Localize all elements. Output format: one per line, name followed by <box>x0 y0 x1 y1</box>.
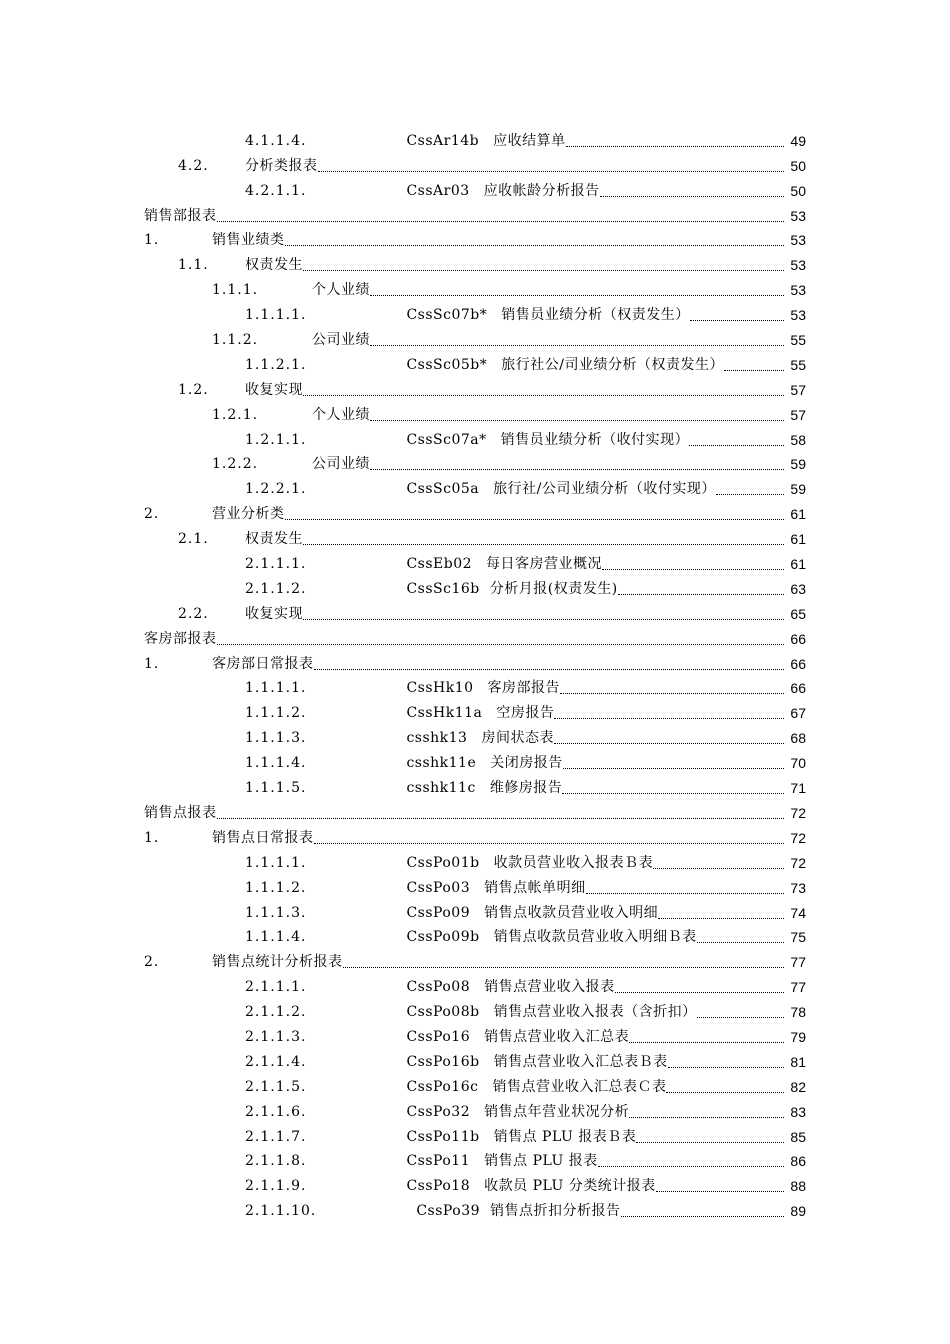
toc-entry-number: 2.1.1.10. <box>245 1203 317 1220</box>
toc-entry-title: 销售点折扣分析报告 <box>490 1203 621 1220</box>
toc-page-number: 68 <box>790 730 806 747</box>
toc-leader-dots <box>314 657 785 670</box>
toc-leader-dots <box>697 1005 784 1018</box>
toc-entry-number: 2.1.1.6. <box>245 1103 307 1120</box>
toc-entry-title: 收款员营业收入报表Ｂ表 <box>493 854 654 871</box>
toc-entry-code: csshk13 <box>406 730 468 747</box>
toc-entry[interactable] <box>0 871 950 896</box>
toc-entry[interactable] <box>0 1020 950 1045</box>
toc-page-number: 58 <box>790 431 806 448</box>
toc-leader-dots <box>629 1105 784 1118</box>
toc-page-number: 57 <box>790 406 806 423</box>
toc-entry-code: csshk11e <box>406 755 477 772</box>
toc-entry-number: 1.2.2.1. <box>245 481 307 498</box>
toc-entry-number: 2.1.1.9. <box>245 1178 307 1195</box>
toc-entry-title: 分析类报表 <box>245 157 318 174</box>
toc-entry-code: CssHk10 <box>406 680 474 697</box>
toc-entry-code: CssPo32 <box>406 1103 471 1120</box>
toc-entry-title: 维修房报告 <box>489 780 563 797</box>
toc-page-number: 72 <box>790 854 806 871</box>
toc-entry-code: CssPo39 <box>416 1203 481 1220</box>
toc-entry-number: 1.1. <box>178 257 209 274</box>
toc-entry-code: CssHk11a <box>406 705 483 722</box>
toc-entry-number: 2.1.1.2. <box>245 1004 307 1021</box>
toc-entry-number: 1. <box>144 232 160 249</box>
toc-page-number: 79 <box>790 1028 806 1045</box>
toc-leader-dots <box>724 358 784 371</box>
toc-entry-title: 个人业绩 <box>312 282 370 299</box>
table-of-contents <box>0 124 950 1219</box>
toc-entry-number: 2.1.1.8. <box>245 1153 307 1170</box>
toc-entry-code: CssPo11b <box>406 1128 480 1145</box>
toc-leader-dots <box>586 881 784 894</box>
toc-leader-dots <box>618 582 784 595</box>
toc-entry[interactable] <box>0 323 950 348</box>
toc-page-number: 83 <box>790 1103 806 1120</box>
toc-page-number: 86 <box>790 1153 806 1170</box>
toc-entry-title: 销售点帐单明细 <box>484 879 586 896</box>
toc-entry-title: 销售部报表 <box>144 207 217 224</box>
toc-leader-dots <box>615 980 784 993</box>
toc-page-number: 77 <box>790 954 806 971</box>
toc-page-number: 63 <box>790 580 806 597</box>
toc-entry[interactable] <box>0 746 950 771</box>
toc-entry[interactable] <box>0 696 950 721</box>
toc-entry-title: 销售点营业收入报表 <box>484 979 615 996</box>
toc-page-number: 89 <box>790 1203 806 1220</box>
toc-page-number: 59 <box>790 456 806 473</box>
toc-leader-dots <box>689 433 784 446</box>
toc-entry-code: CssAr14b <box>406 132 480 149</box>
toc-leader-dots <box>636 1130 784 1143</box>
toc-entry-number: 2.1.1.2. <box>245 580 307 597</box>
toc-entry-title: 销售点年营业状况分析 <box>484 1103 630 1120</box>
toc-leader-dots <box>285 233 785 246</box>
toc-entry-title: 旅行社/公司业绩分析（收付实现） <box>493 481 716 498</box>
toc-entry[interactable] <box>0 572 950 597</box>
toc-entry-title: 个人业绩 <box>312 406 370 423</box>
toc-entry-number: 2.1.1.4. <box>245 1053 307 1070</box>
toc-entry-number: 2.1.1.7. <box>245 1128 307 1145</box>
toc-page-number: 77 <box>790 979 806 996</box>
toc-page-number: 59 <box>790 481 806 498</box>
toc-entry-code: CssSc16b <box>406 580 480 597</box>
toc-entry-title: 房间状态表 <box>481 730 554 747</box>
toc-page-number: 65 <box>790 605 806 622</box>
toc-entry-title: 旅行社公/司业绩分析（权责发生） <box>501 356 724 373</box>
toc-entry-title: 客房部日常报表 <box>212 655 314 672</box>
toc-entry-number: 2. <box>144 954 160 971</box>
toc-entry-code: CssPo09b <box>406 929 480 946</box>
toc-entry-title: 销售点统计分析报表 <box>212 954 343 971</box>
toc-entry[interactable] <box>0 522 950 547</box>
toc-entry-number: 1.1.1.1. <box>245 680 307 697</box>
toc-leader-dots <box>303 607 784 620</box>
toc-leader-dots <box>554 731 784 744</box>
toc-entry-title: 销售点收款员营业收入明细Ｂ表 <box>493 929 697 946</box>
toc-entry-title: 权责发生 <box>245 531 303 548</box>
toc-page-number: 57 <box>790 381 806 398</box>
toc-entry-number: 1.1.1. <box>212 282 259 299</box>
toc-entry-number: 1.2.1.1. <box>245 431 307 448</box>
toc-entry[interactable] <box>0 472 950 497</box>
toc-entry[interactable] <box>0 597 950 622</box>
toc-leader-dots <box>716 482 784 495</box>
toc-entry-number: 1.1.1.3. <box>245 730 307 747</box>
toc-leader-dots <box>566 134 784 147</box>
toc-entry[interactable] <box>0 1194 950 1219</box>
toc-entry-title: 分析月报(权责发生) <box>489 580 618 597</box>
toc-entry-title: 销售业绩类 <box>212 232 285 249</box>
toc-leader-dots <box>370 408 784 421</box>
toc-entry-title: 销售点日常报表 <box>212 829 314 846</box>
toc-page-number: 49 <box>790 132 806 149</box>
toc-entry-title: 客房部报告 <box>487 680 561 697</box>
toc-entry[interactable] <box>0 672 950 697</box>
toc-entry-number: 1.2. <box>178 381 209 398</box>
toc-page-number: 73 <box>790 879 806 896</box>
toc-leader-dots <box>562 781 784 794</box>
toc-entry-code: CssSc05a <box>406 481 480 498</box>
toc-entry[interactable] <box>0 771 950 796</box>
toc-entry-number: 1.1.1.2. <box>245 879 307 896</box>
toc-entry-title: 空房报告 <box>496 705 555 722</box>
toc-entry[interactable] <box>0 1045 950 1070</box>
toc-entry-number: 2.1.1.1. <box>245 979 307 996</box>
toc-entry-code: CssPo16c <box>406 1078 479 1095</box>
toc-entry[interactable] <box>0 547 950 572</box>
toc-entry[interactable] <box>0 796 950 821</box>
toc-entry-code: CssAr03 <box>406 182 470 199</box>
toc-entry-number: 1.2.2. <box>212 456 259 473</box>
toc-page-number: 55 <box>790 356 806 373</box>
toc-page-number: 53 <box>790 282 806 299</box>
toc-entry-title: 权责发生 <box>245 257 303 274</box>
toc-page-number: 72 <box>790 829 806 846</box>
toc-entry-number: 1.1.1.4. <box>245 929 307 946</box>
toc-leader-dots <box>285 507 785 520</box>
toc-leader-dots <box>303 258 784 271</box>
toc-entry-number: 1.1.1.1. <box>245 854 307 871</box>
toc-leader-dots <box>621 1204 784 1217</box>
toc-entry-number: 1. <box>144 829 160 846</box>
toc-entry-title: 关闭房报告 <box>490 755 563 772</box>
toc-entry-number: 1.1.1.4. <box>245 755 307 772</box>
toc-leader-dots <box>668 1055 784 1068</box>
toc-entry-code: CssPo08 <box>406 979 471 996</box>
toc-entry-title: 销售点营业收入汇总表 <box>484 1028 630 1045</box>
toc-entry[interactable] <box>0 199 950 224</box>
toc-entry-number: 1.1.1.1. <box>245 307 307 324</box>
toc-page-number: 61 <box>790 506 806 523</box>
toc-page-number: 53 <box>790 207 806 224</box>
toc-entry[interactable] <box>0 448 950 473</box>
toc-leader-dots <box>303 383 784 396</box>
toc-entry-title: 销售点 PLU 报表 <box>484 1153 598 1170</box>
toc-page-number: 85 <box>790 1128 806 1145</box>
toc-page-number: 67 <box>790 705 806 722</box>
toc-entry-number: 4.2.1.1. <box>245 182 307 199</box>
toc-page-number: 78 <box>790 1004 806 1021</box>
toc-entry[interactable] <box>0 721 950 746</box>
toc-page-number: 66 <box>790 630 806 647</box>
toc-entry[interactable] <box>0 1095 950 1120</box>
toc-entry[interactable] <box>0 373 950 398</box>
toc-entry-number: 2.1.1.1. <box>245 556 307 573</box>
toc-leader-dots <box>217 632 785 645</box>
toc-entry-number: 1.1.1.5. <box>245 780 307 797</box>
toc-leader-dots <box>563 756 784 769</box>
toc-entry-number: 1.2.1. <box>212 406 259 423</box>
toc-entry-number: 4.1.1.4. <box>245 132 307 149</box>
toc-entry[interactable] <box>0 1120 950 1145</box>
toc-entry-number: 2.1.1.3. <box>245 1028 307 1045</box>
toc-page-number: 50 <box>790 182 806 199</box>
toc-entry-number: 2. <box>144 506 160 523</box>
toc-page-number: 75 <box>790 929 806 946</box>
toc-entry[interactable] <box>0 497 950 522</box>
toc-leader-dots <box>697 930 784 943</box>
toc-entry-code: CssPo16 <box>406 1028 471 1045</box>
toc-entry-number: 2.1.1.5. <box>245 1078 307 1095</box>
toc-entry-number: 1.1.1.2. <box>245 705 307 722</box>
toc-page-number: 81 <box>790 1053 806 1070</box>
toc-entry-code: CssPo03 <box>406 879 471 896</box>
toc-page-number: 55 <box>790 332 806 349</box>
toc-leader-dots <box>653 856 784 869</box>
toc-page-number: 88 <box>790 1178 806 1195</box>
toc-entry-title: 收复实现 <box>245 381 303 398</box>
toc-entry-code: CssSc05b* <box>406 356 488 373</box>
toc-entry[interactable] <box>0 970 950 995</box>
toc-leader-dots <box>600 184 784 197</box>
toc-leader-dots <box>666 1080 784 1093</box>
toc-page-number: 61 <box>790 531 806 548</box>
toc-entry[interactable] <box>0 995 950 1020</box>
toc-page-number: 70 <box>790 755 806 772</box>
toc-page-number: 66 <box>790 655 806 672</box>
toc-leader-dots <box>598 1154 784 1167</box>
toc-entry-code: CssPo09 <box>406 904 471 921</box>
toc-leader-dots <box>560 681 784 694</box>
toc-entry-title: 收款员 PLU 分类统计报表 <box>484 1178 656 1195</box>
toc-leader-dots <box>343 955 785 968</box>
toc-entry-title: 销售点营业收入汇总表Ｃ表 <box>492 1078 667 1095</box>
toc-entry-title: 销售员业绩分析（收付实现） <box>500 431 690 448</box>
toc-entry-code: CssPo18 <box>406 1178 471 1195</box>
toc-entry-title: 客房部报表 <box>144 630 217 647</box>
toc-entry[interactable] <box>0 846 950 871</box>
toc-leader-dots <box>217 209 785 222</box>
toc-entry[interactable] <box>0 273 950 298</box>
toc-entry-title: 每日客房营业概况 <box>486 556 603 573</box>
toc-leader-dots <box>554 706 784 719</box>
toc-page-number: 74 <box>790 904 806 921</box>
toc-entry[interactable] <box>0 124 950 149</box>
toc-entry-title: 销售点收款员营业收入明细 <box>484 904 659 921</box>
toc-entry-title: 应收结算单 <box>493 132 566 149</box>
toc-entry-code: CssSc07b* <box>406 307 488 324</box>
toc-entry[interactable] <box>0 1070 950 1095</box>
toc-page-number: 53 <box>790 257 806 274</box>
toc-entry-code: CssPo01b <box>406 854 480 871</box>
toc-page-number: 71 <box>790 780 806 797</box>
toc-entry-title: 营业分析类 <box>212 506 285 523</box>
toc-leader-dots <box>217 806 785 819</box>
toc-page-number: 61 <box>790 556 806 573</box>
toc-entry[interactable] <box>0 945 950 970</box>
toc-entry[interactable] <box>0 174 950 199</box>
toc-leader-dots <box>370 333 784 346</box>
toc-entry[interactable] <box>0 647 950 672</box>
toc-entry-number: 1.1.2. <box>212 332 259 349</box>
toc-entry-title: 收复实现 <box>245 605 303 622</box>
toc-entry-title: 销售点营业收入报表（含折扣） <box>493 1004 697 1021</box>
toc-page-number: 72 <box>790 804 806 821</box>
toc-leader-dots <box>370 457 784 470</box>
toc-entry[interactable] <box>0 248 950 273</box>
toc-entry[interactable] <box>0 348 950 373</box>
toc-entry-code: CssEb02 <box>406 556 473 573</box>
toc-entry-number: 1.1.1.3. <box>245 904 307 921</box>
toc-leader-dots <box>318 159 785 172</box>
toc-entry[interactable] <box>0 149 950 174</box>
toc-entry[interactable] <box>0 1169 950 1194</box>
toc-entry[interactable] <box>0 821 950 846</box>
toc-entry-title: 销售点报表 <box>144 804 217 821</box>
toc-entry[interactable] <box>0 398 950 423</box>
toc-entry-code: CssPo11 <box>406 1153 471 1170</box>
toc-entry[interactable] <box>0 423 950 448</box>
toc-leader-dots <box>690 308 784 321</box>
toc-leader-dots <box>370 283 784 296</box>
toc-entry-title: 销售点营业收入汇总表Ｂ表 <box>493 1053 668 1070</box>
toc-entry[interactable] <box>0 622 950 647</box>
toc-entry-number: 1.1.2.1. <box>245 356 307 373</box>
toc-leader-dots <box>314 831 785 844</box>
toc-entry-number: 2.2. <box>178 605 209 622</box>
toc-entry-code: CssPo16b <box>406 1053 480 1070</box>
toc-entry-title: 应收帐龄分析报告 <box>483 182 600 199</box>
toc-entry[interactable] <box>0 298 950 323</box>
toc-entry-title: 销售员业绩分析（权责发生） <box>501 307 690 324</box>
toc-entry-code: CssPo08b <box>406 1004 480 1021</box>
toc-leader-dots <box>629 1030 784 1043</box>
toc-entry[interactable] <box>0 896 950 921</box>
toc-entry-number: 1. <box>144 655 160 672</box>
toc-entry-title: 销售点 PLU 报表Ｂ表 <box>493 1128 637 1145</box>
toc-entry-number: 2.1. <box>178 531 209 548</box>
toc-leader-dots <box>656 1179 784 1192</box>
toc-entry[interactable] <box>0 1145 950 1170</box>
toc-entry-code: CssSc07a* <box>406 431 487 448</box>
toc-leader-dots <box>303 532 784 545</box>
toc-entry[interactable] <box>0 921 950 946</box>
toc-page-number: 50 <box>790 157 806 174</box>
toc-page-number: 82 <box>790 1078 806 1095</box>
toc-leader-dots <box>602 557 784 570</box>
toc-entry-title: 公司业绩 <box>312 456 370 473</box>
toc-entry-number: 4.2. <box>178 157 209 174</box>
toc-entry-code: csshk11c <box>406 780 476 797</box>
toc-page-number: 66 <box>790 680 806 697</box>
toc-page-number: 53 <box>790 232 806 249</box>
toc-leader-dots <box>658 906 784 919</box>
toc-page-number: 53 <box>790 307 806 324</box>
toc-entry[interactable] <box>0 224 950 249</box>
toc-entry-title: 公司业绩 <box>312 332 370 349</box>
